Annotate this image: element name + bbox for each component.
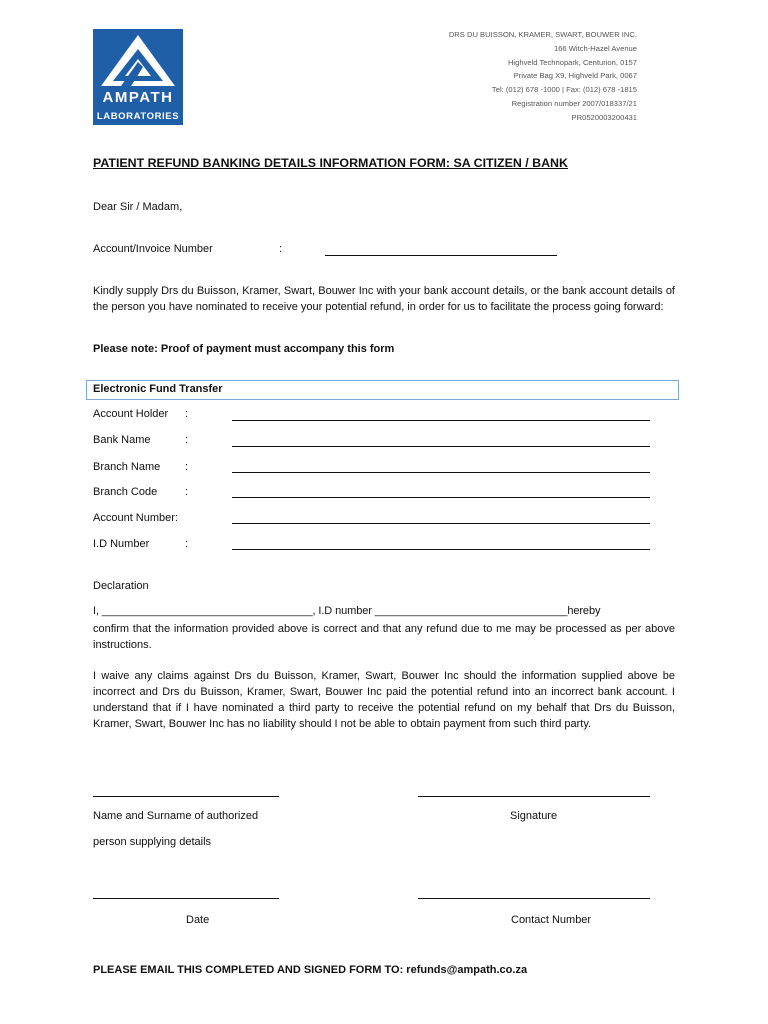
account-holder-label: Account Holder bbox=[93, 408, 169, 420]
signature-line[interactable] bbox=[418, 796, 650, 797]
date-line[interactable] bbox=[93, 898, 279, 899]
ampath-triangle-icon bbox=[93, 29, 183, 89]
address-line: Private Bag X9, Highveld Park, 0067 bbox=[513, 71, 637, 81]
signature-label: Signature bbox=[510, 810, 558, 822]
bank-name-colon: : bbox=[185, 434, 189, 446]
address-line: 166 Witch-Hazel Avenue bbox=[553, 43, 637, 53]
date-label: Date bbox=[186, 914, 210, 926]
eft-section-header bbox=[86, 380, 679, 400]
account-number-label: Account Number: bbox=[93, 512, 178, 524]
logo-subtitle: LABORATORIES bbox=[96, 111, 180, 122]
account-holder-field[interactable] bbox=[232, 420, 650, 421]
branch-code-field[interactable] bbox=[232, 497, 650, 498]
greeting: Dear Sir / Madam, bbox=[93, 201, 183, 213]
branch-name-field[interactable] bbox=[232, 472, 650, 473]
name-label: Name and Surname of authorized bbox=[93, 810, 259, 822]
address-line: Tel: (012) 678 -1000 | Fax: (012) 678 -1815 bbox=[491, 85, 637, 95]
logo-name: AMPATH bbox=[102, 89, 174, 106]
branch-code-colon: : bbox=[185, 486, 189, 498]
id-number-field[interactable] bbox=[232, 549, 650, 550]
company-address bbox=[449, 28, 637, 125]
declaration-heading: Declaration bbox=[93, 580, 149, 592]
id-number-label: I.D Number bbox=[93, 538, 150, 550]
invoice-number-field[interactable] bbox=[325, 255, 557, 256]
bank-name-label: Bank Name bbox=[93, 434, 151, 446]
id-number-colon: : bbox=[185, 538, 189, 550]
contact-number-line[interactable] bbox=[418, 898, 650, 899]
name-signature-line[interactable] bbox=[93, 796, 279, 797]
eft-heading: Electronic Fund Transfer bbox=[93, 383, 223, 395]
email-instruction: PLEASE EMAIL THIS COMPLETED AND SIGNED FORM TO: refunds@ampath.co.za bbox=[93, 964, 528, 976]
bank-name-field[interactable] bbox=[232, 446, 650, 447]
declaration-confirm: confirm that the information provided above is correct and that any refund due to me may be processed as per above instructions. bbox=[93, 623, 675, 651]
ampath-logo bbox=[93, 29, 183, 125]
account-holder-colon: : bbox=[185, 408, 189, 420]
intro-paragraph: Kindly supply Drs du Buisson, Kramer, Swart, Bouwer Inc with your bank account details, or the bank account details of the person you have nominated to receive your potential refund, in order for us to facilitate the process going forward: bbox=[93, 285, 675, 313]
address-line: DRS DU BUISSON, KRAMER, SWART, BOUWER INC. bbox=[448, 30, 637, 39]
name-label-continued: person supplying details bbox=[93, 836, 212, 848]
branch-name-colon: : bbox=[185, 461, 189, 473]
branch-code-label: Branch Code bbox=[93, 486, 158, 498]
waiver-paragraph: I waive any claims against Drs du Buisson, Kramer, Swart, Bouwer Inc should the information supplied above be incorrect and Drs du Buisson, Kramer, Swart, Bouwer Inc paid the potential refund into an incorrect bank account. I understand that if I have nominated a third party to receive the potential refund on my behalf that Drs du Buisson, Kramer, Swart, Bouwer Inc has no liability should I not be able to obtain payment from such third party. bbox=[93, 670, 675, 730]
declaration-line[interactable]: I, ___________________________________, I.D number ________________________________hereby bbox=[93, 605, 601, 617]
branch-name-label: Branch Name bbox=[93, 461, 161, 473]
form-title: PATIENT REFUND BANKING DETAILS INFORMATION FORM: SA CITIZEN / BANK bbox=[93, 156, 568, 170]
account-number-field[interactable] bbox=[232, 523, 650, 524]
address-line: PR0520003200431 bbox=[571, 112, 637, 122]
invoice-colon: : bbox=[279, 243, 283, 255]
invoice-label: Account/Invoice Number bbox=[93, 243, 213, 255]
address-line: Registration number 2007/018337/21 bbox=[511, 98, 637, 108]
contact-number-label: Contact Number bbox=[511, 914, 592, 926]
proof-note: Please note: Proof of payment must accompany this form bbox=[93, 343, 395, 355]
address-line: Highveld Technopark, Centurion, 0157 bbox=[507, 57, 637, 67]
